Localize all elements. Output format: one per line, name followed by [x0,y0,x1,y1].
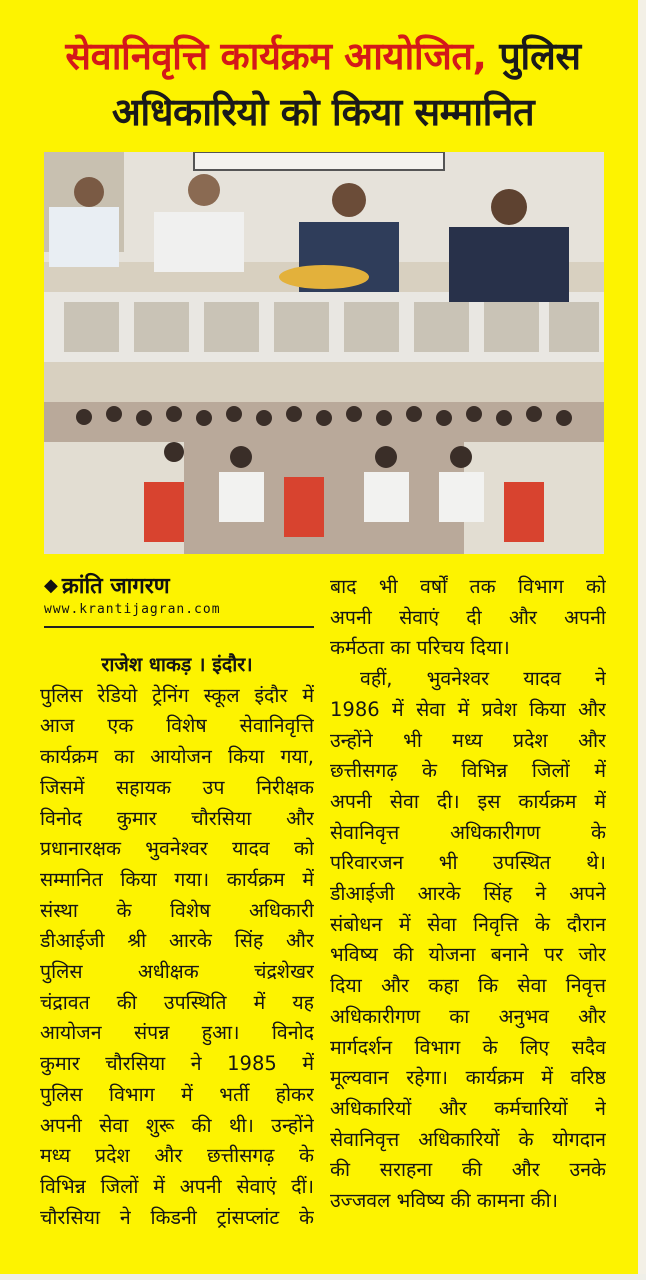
text-line: संबोधन में सेवा निवृत्ति के दौरान [330,912,606,936]
text-line: अपनी सेवाएं दी और अपनी [330,605,606,629]
text-line: कार्यक्रम का आयोजन किया गया, [40,745,314,769]
text-line: आयोजन संपन्न हुआ। विनोद [40,1021,314,1045]
article-column-right [330,572,606,1217]
text-line: मूल्यवान रहेगा। कार्यक्रम में वरिष्ठ [330,1066,606,1090]
article-column-left [40,650,314,1233]
text-line: बाद भी वर्षों तक विभाग को [330,575,606,598]
text-line: चंद्रावत की उपस्थिति में यह [40,990,314,1014]
byline [44,568,314,628]
text-line: भविष्य की योजना बनाने पर जोर [330,943,606,967]
text-line: 1986 में सेवा में प्रवेश किया और [330,697,606,721]
dateline: राजेश धाकड़ । इंदौर। [101,653,253,676]
text-line: अपनी सेवा शुरू की थी। उन्होंने [40,1113,314,1137]
text-line: संस्था के विशेष अधिकारी [40,898,314,922]
text-line: अधिकारियों और कर्मचारियों ने [330,1096,606,1120]
text-line: अपनी सेवा दी। इस कार्यक्रम में [330,789,606,813]
headline-red-text: सेवानिवृत्ति कार्यक्रम आयोजित, [65,34,487,78]
event-photo [44,152,604,554]
text-line: जिसमें सहायक उप निरीक्षक [40,775,314,799]
text-line: आज एक विशेष सेवानिवृत्ति [40,714,314,738]
divider [44,626,314,628]
text-line: चौरसिया ने किडनी ट्रांसप्लांट के [40,1205,314,1229]
text-line: वहीं, भुवनेश्वर यादव ने [360,667,606,691]
text-line: विभिन्न जिलों में अपनी सेवाएं दीं। [40,1174,314,1198]
text-line: मध्य प्रदेश और छत्तीसगढ़ के [40,1144,314,1168]
headline-line-1 [18,28,628,84]
website-url: www.krantijagran.com [44,602,221,617]
text-line: प्रधानारक्षक भुवनेश्वर यादव को [40,837,314,861]
brand-row [44,568,314,602]
text-line: कर्मठता का परिचय दिया। [330,636,510,660]
photo-icon [44,152,604,554]
diamond-icon: ◆ [44,574,58,596]
text-line: दिया और कहा कि सेवा निवृत्त [330,974,606,998]
scan-edge-bottom [0,1274,646,1280]
text-line: पुलिस विभाग में भर्ती होकर [40,1082,314,1106]
headline-line-2: अधिकारियो को किया सम्मानित [111,90,535,134]
scan-edge-right [638,0,646,1280]
text-line: अधिकारीगण का अनुभव और [330,1004,606,1028]
text-line: विनोद कुमार चौरसिया और [40,806,314,830]
text-line: उन्होंने भी मध्य प्रदेश और [330,728,606,752]
headline-dark-text: पुलिस [486,34,581,78]
text-line: परिवारजन भी उपस्थित थे। [330,851,606,875]
text-line: मार्गदर्शन विभाग के लिए सदैव [330,1035,606,1059]
text-line: पुलिस रेडियो ट्रेनिंग स्कूल इंदौर में [40,683,314,707]
text-line: छत्तीसगढ़ के विभिन्न जिलों में [330,759,606,783]
text-line: कुमार चौरसिया ने 1985 में [40,1052,314,1076]
text-line: उज्जवल भविष्य की कामना की। [330,1189,559,1213]
text-line: डीआईजी श्री आरके सिंह और [40,929,314,953]
text-line: की सराहना की और उनके [330,1158,606,1182]
text-line: डीआईजी आरके सिंह ने अपने [330,882,606,906]
text-line: सेवानिवृत्त अधिकारियों के योगदान [330,1127,606,1151]
text-line: सम्मानित किया गया। कार्यक्रम में [40,867,314,891]
text-line: सेवानिवृत्त अधिकारीगण के [330,820,606,844]
text-line: पुलिस अधीक्षक चंद्रशेखर [40,960,314,984]
headline [18,28,628,140]
brand-name: क्रांति जागरण [61,574,170,599]
